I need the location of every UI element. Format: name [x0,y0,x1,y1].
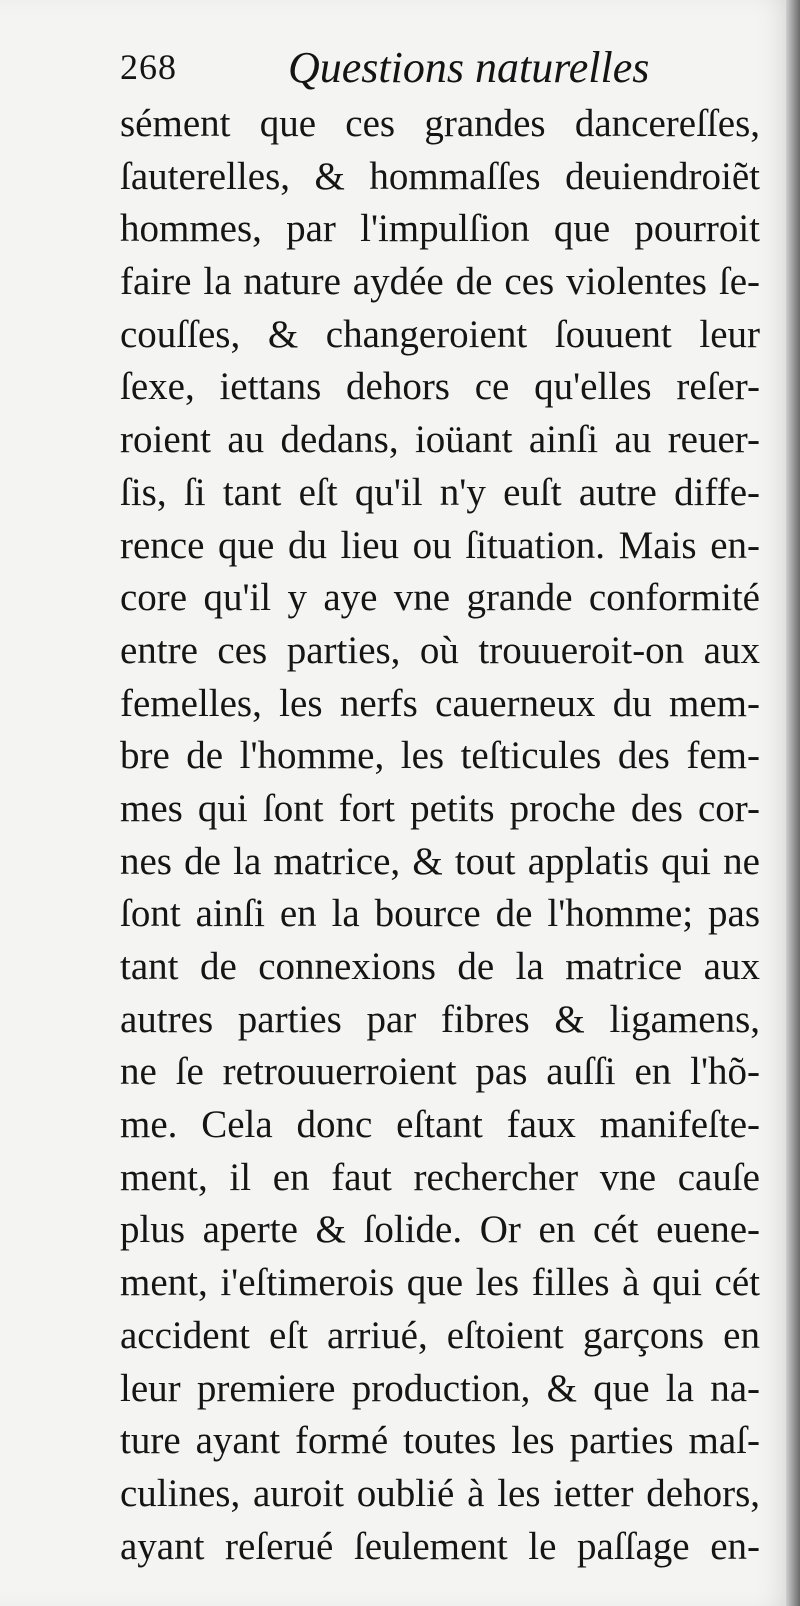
text-line: nes de la matrice, & tout applatis qui ne [120,839,760,883]
text-line: plus aperte & ſolide. Or en cét euene- [120,1208,760,1252]
text-line: faire la nature aydée de ces violentes ſe- [120,260,760,304]
text-line: autres parties par fibres & ligamens, [120,997,760,1041]
text-line: ſauterelles, & hommaſſes deuiendroiẽt [120,154,760,198]
running-title: Questions naturelles [288,43,650,92]
text-line: tant de connexions de la matrice aux [120,945,760,988]
page-number: 268 [120,47,177,87]
text-line: ment, i'eſtimerois que les filles à qui cét [120,1261,760,1305]
text-line: sément que ces grandes dancereſſes, [120,102,760,145]
text-line: leur premiere production, & que la na- [120,1366,760,1410]
text-line: accident eſt arriué, eſtoient garçons en [120,1313,760,1357]
body-text [120,98,760,1573]
text-line: culines, auroit oublié à les ietter dehors, [120,1471,760,1515]
text-line: femelles, les nerfs cauerneux du mem- [120,681,760,725]
text-line: bre de l'homme, les teſticules des fem- [120,734,760,778]
text-line: ſont ainſi en la bource de l'homme; pas [120,892,760,936]
page-gutter-edge [786,0,800,1606]
text-line: core qu'il y aye vne grande conformité [120,576,760,620]
text-line: entre ces parties, où trouueroit-on aux [120,628,760,672]
text-line: couſſes, & changeroient ſouuent leur [120,312,760,356]
text-line: ayant reſerué ſeulement le paſſage en- [120,1524,760,1568]
text-line: hommes, par l'impulſion que pourroit [120,207,760,251]
page-header [120,38,760,98]
text-line: me. Cela donc eſtant faux manifeſte- [120,1103,760,1147]
text-line: ſexe, iettans dehors ce qu'elles reſer- [120,365,760,409]
text-line: roient au dedans, ioüant ainſi au reuer- [120,418,760,462]
text-line: rence que du lieu ou ſituation. Mais en- [120,523,760,567]
text-line: ſis, ſi tant eſt qu'il n'y euſt autre diffe- [120,470,760,514]
text-line: ture ayant formé toutes les parties maſ- [120,1419,760,1463]
text-line: mes qui ſont fort petits proche des cor- [120,786,760,830]
text-line: ment, il en faut rechercher vne cauſe [120,1155,760,1199]
text-line: ne ſe retrouuerroient pas auſſi en l'hõ- [120,1050,760,1094]
